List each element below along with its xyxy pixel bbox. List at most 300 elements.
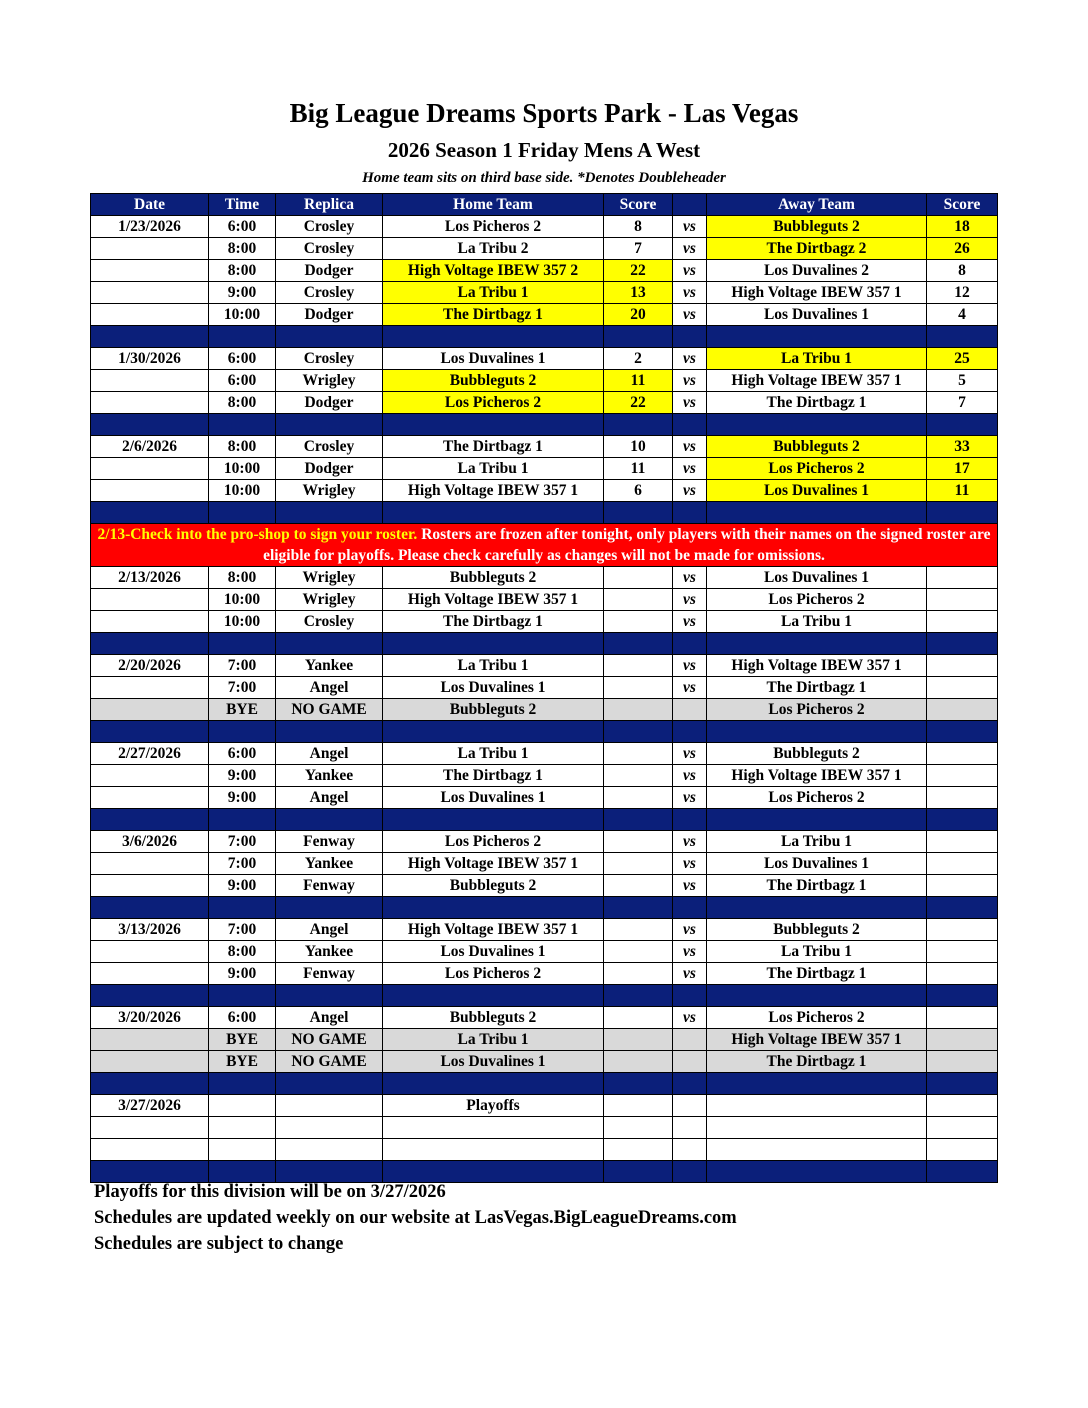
separator-cell: [707, 985, 927, 1007]
separator-cell: [707, 502, 927, 524]
vs-cell: vs: [673, 787, 707, 809]
away-team-cell: The Dirtbagz 1: [707, 963, 927, 985]
replica-cell: Yankee: [276, 941, 383, 963]
game-row: [91, 1117, 998, 1139]
away-score-cell: [927, 1095, 998, 1117]
time-cell: 6:00: [209, 348, 276, 370]
home-score-cell: [604, 567, 673, 589]
separator-cell: [927, 897, 998, 919]
game-row: [91, 677, 998, 699]
replica-cell: Fenway: [276, 875, 383, 897]
time-cell: 7:00: [209, 853, 276, 875]
replica-cell: NO GAME: [276, 699, 383, 721]
separator-cell: [209, 985, 276, 1007]
separator-cell: [276, 721, 383, 743]
roster-notice-row: [91, 524, 998, 567]
separator-cell: [91, 633, 209, 655]
separator-cell: [276, 1073, 383, 1095]
game-row: [91, 941, 998, 963]
away-score-cell: 18: [927, 216, 998, 238]
separator-cell: [383, 721, 604, 743]
time-cell: 8:00: [209, 941, 276, 963]
date-cell: [91, 1029, 209, 1051]
home-team-cell: Los Duvalines 1: [383, 348, 604, 370]
date-cell: 3/27/2026: [91, 1095, 209, 1117]
replica-cell: Crosley: [276, 436, 383, 458]
home-score-cell: [604, 1051, 673, 1073]
replica-cell: Crosley: [276, 238, 383, 260]
vs-cell: [673, 1139, 707, 1161]
home-team-cell: La Tribu 1: [383, 282, 604, 304]
away-team-cell: Bubbleguts 2: [707, 216, 927, 238]
away-team-cell: Los Picheros 2: [707, 458, 927, 480]
away-team-cell: Los Duvalines 2: [707, 260, 927, 282]
separator-cell: [383, 985, 604, 1007]
away-score-cell: [927, 611, 998, 633]
separator-cell: [707, 326, 927, 348]
date-cell: [91, 304, 209, 326]
game-row: [91, 787, 998, 809]
schedule-header-row: [91, 194, 998, 216]
game-row: [91, 589, 998, 611]
separator-cell: [707, 633, 927, 655]
home-score-cell: [604, 1029, 673, 1051]
date-cell: [91, 677, 209, 699]
time-cell: [209, 1117, 276, 1139]
vs-cell: vs: [673, 216, 707, 238]
game-row: [91, 655, 998, 677]
home-score-cell: [604, 941, 673, 963]
separator-cell: [673, 809, 707, 831]
home-team-cell: Playoffs: [383, 1095, 604, 1117]
date-cell: 2/27/2026: [91, 743, 209, 765]
separator-cell: [927, 721, 998, 743]
home-team-cell: High Voltage IBEW 357 1: [383, 919, 604, 941]
separator-cell: [276, 897, 383, 919]
replica-cell: NO GAME: [276, 1029, 383, 1051]
date-cell: [91, 1117, 209, 1139]
date-cell: 2/6/2026: [91, 436, 209, 458]
col-time-header: Time: [209, 194, 276, 216]
separator-cell: [209, 414, 276, 436]
home-score-cell: [604, 787, 673, 809]
separator-cell: [604, 721, 673, 743]
date-cell: 2/20/2026: [91, 655, 209, 677]
away-team-cell: [707, 1095, 927, 1117]
separator-cell: [91, 414, 209, 436]
separator-cell: [673, 502, 707, 524]
away-team-cell: Los Picheros 2: [707, 589, 927, 611]
home-score-cell: [604, 875, 673, 897]
col-home-score-header: Score: [604, 194, 673, 216]
time-cell: 6:00: [209, 743, 276, 765]
replica-cell: Angel: [276, 787, 383, 809]
separator-cell: [276, 809, 383, 831]
away-score-cell: [927, 1117, 998, 1139]
replica-cell: Angel: [276, 919, 383, 941]
away-score-cell: 7: [927, 392, 998, 414]
home-score-cell: [604, 1117, 673, 1139]
vs-cell: vs: [673, 853, 707, 875]
separator-cell: [276, 1161, 383, 1183]
vs-cell: vs: [673, 677, 707, 699]
schedule-table: [90, 193, 998, 1183]
away-score-cell: [927, 1051, 998, 1073]
home-score-cell: 13: [604, 282, 673, 304]
game-row: [91, 436, 998, 458]
away-team-cell: Bubbleguts 2: [707, 919, 927, 941]
separator-cell: [383, 809, 604, 831]
replica-cell: Wrigley: [276, 370, 383, 392]
col-date-header: Date: [91, 194, 209, 216]
separator-cell: [707, 897, 927, 919]
separator-cell: [383, 633, 604, 655]
away-score-cell: 11: [927, 480, 998, 502]
home-score-cell: 10: [604, 436, 673, 458]
separator-cell: [91, 1161, 209, 1183]
away-score-cell: [927, 941, 998, 963]
separator-cell: [383, 502, 604, 524]
time-cell: 8:00: [209, 567, 276, 589]
date-cell: 3/20/2026: [91, 1007, 209, 1029]
separator-cell: [673, 985, 707, 1007]
date-cell: [91, 853, 209, 875]
vs-cell: [673, 1117, 707, 1139]
home-team-cell: Bubbleguts 2: [383, 1007, 604, 1029]
away-team-cell: High Voltage IBEW 357 1: [707, 282, 927, 304]
replica-cell: Crosley: [276, 216, 383, 238]
date-cell: 3/13/2026: [91, 919, 209, 941]
replica-cell: Angel: [276, 743, 383, 765]
replica-cell: Yankee: [276, 765, 383, 787]
game-row: [91, 765, 998, 787]
home-team-cell: Los Duvalines 1: [383, 941, 604, 963]
home-team-cell: La Tribu 1: [383, 743, 604, 765]
home-team-cell: High Voltage IBEW 357 1: [383, 853, 604, 875]
vs-cell: vs: [673, 919, 707, 941]
game-row: [91, 853, 998, 875]
date-cell: [91, 611, 209, 633]
col-vs-header: [673, 194, 707, 216]
home-team-cell: High Voltage IBEW 357 2: [383, 260, 604, 282]
time-cell: 10:00: [209, 304, 276, 326]
schedule-body: [91, 216, 998, 1183]
date-cell: [91, 370, 209, 392]
week-separator-row: [91, 633, 998, 655]
footer-playoffs-note: Playoffs for this division will be on 3/27/2026: [94, 1182, 446, 1202]
separator-cell: [91, 1073, 209, 1095]
time-cell: 7:00: [209, 677, 276, 699]
week-separator-row: [91, 721, 998, 743]
separator-cell: [209, 1073, 276, 1095]
date-cell: [91, 787, 209, 809]
replica-cell: Angel: [276, 1007, 383, 1029]
separator-cell: [276, 502, 383, 524]
separator-cell: [604, 809, 673, 831]
separator-cell: [383, 1161, 604, 1183]
away-team-cell: Los Picheros 2: [707, 699, 927, 721]
separator-cell: [673, 633, 707, 655]
date-cell: [91, 963, 209, 985]
home-score-cell: 6: [604, 480, 673, 502]
home-team-cell: Los Duvalines 1: [383, 787, 604, 809]
home-score-cell: 20: [604, 304, 673, 326]
vs-cell: vs: [673, 392, 707, 414]
home-team-cell: Los Picheros 2: [383, 963, 604, 985]
game-row: [91, 260, 998, 282]
away-team-cell: High Voltage IBEW 357 1: [707, 370, 927, 392]
home-score-cell: [604, 831, 673, 853]
home-team-cell: La Tribu 1: [383, 1029, 604, 1051]
time-cell: 9:00: [209, 963, 276, 985]
time-cell: BYE: [209, 1029, 276, 1051]
date-cell: [91, 699, 209, 721]
replica-cell: Fenway: [276, 963, 383, 985]
replica-cell: Yankee: [276, 853, 383, 875]
separator-cell: [209, 1161, 276, 1183]
away-score-cell: [927, 875, 998, 897]
home-team-cell: Bubbleguts 2: [383, 875, 604, 897]
replica-cell: [276, 1095, 383, 1117]
separator-cell: [604, 1073, 673, 1095]
away-score-cell: [927, 699, 998, 721]
separator-cell: [209, 809, 276, 831]
game-row: [91, 1139, 998, 1161]
away-team-cell: High Voltage IBEW 357 1: [707, 765, 927, 787]
vs-cell: vs: [673, 831, 707, 853]
home-score-cell: [604, 1007, 673, 1029]
separator-cell: [604, 985, 673, 1007]
home-team-cell: The Dirtbagz 1: [383, 611, 604, 633]
vs-cell: vs: [673, 875, 707, 897]
home-score-cell: [604, 919, 673, 941]
date-cell: 1/30/2026: [91, 348, 209, 370]
away-team-cell: The Dirtbagz 1: [707, 1051, 927, 1073]
replica-cell: [276, 1139, 383, 1161]
home-score-cell: 8: [604, 216, 673, 238]
away-score-cell: [927, 963, 998, 985]
replica-cell: Wrigley: [276, 480, 383, 502]
vs-cell: vs: [673, 480, 707, 502]
home-score-cell: [604, 1095, 673, 1117]
time-cell: BYE: [209, 1051, 276, 1073]
home-team-cell: High Voltage IBEW 357 1: [383, 480, 604, 502]
col-replica-header: Replica: [276, 194, 383, 216]
col-home-team-header: Home Team: [383, 194, 604, 216]
vs-cell: vs: [673, 611, 707, 633]
away-score-cell: [927, 853, 998, 875]
separator-cell: [91, 326, 209, 348]
away-team-cell: The Dirtbagz 1: [707, 392, 927, 414]
vs-cell: vs: [673, 260, 707, 282]
time-cell: 9:00: [209, 765, 276, 787]
time-cell: 6:00: [209, 216, 276, 238]
away-team-cell: The Dirtbagz 1: [707, 677, 927, 699]
separator-cell: [673, 1161, 707, 1183]
vs-cell: [673, 699, 707, 721]
date-cell: [91, 392, 209, 414]
away-score-cell: [927, 831, 998, 853]
separator-cell: [707, 1073, 927, 1095]
time-cell: 6:00: [209, 1007, 276, 1029]
away-team-cell: Los Duvalines 1: [707, 567, 927, 589]
roster-notice: [91, 524, 998, 567]
time-cell: 7:00: [209, 655, 276, 677]
time-cell: BYE: [209, 699, 276, 721]
week-separator-row: [91, 897, 998, 919]
vs-cell: vs: [673, 567, 707, 589]
vs-cell: [673, 1095, 707, 1117]
separator-cell: [209, 897, 276, 919]
vs-cell: vs: [673, 589, 707, 611]
separator-cell: [209, 502, 276, 524]
date-cell: [91, 941, 209, 963]
time-cell: 10:00: [209, 480, 276, 502]
separator-cell: [276, 633, 383, 655]
home-score-cell: [604, 611, 673, 633]
bye-row: [91, 1029, 998, 1051]
date-cell: [91, 480, 209, 502]
separator-cell: [209, 633, 276, 655]
game-row: [91, 282, 998, 304]
separator-cell: [383, 1073, 604, 1095]
time-cell: 7:00: [209, 919, 276, 941]
date-cell: [91, 1139, 209, 1161]
week-separator-row: [91, 985, 998, 1007]
home-team-cell: La Tribu 1: [383, 458, 604, 480]
replica-cell: Fenway: [276, 831, 383, 853]
vs-cell: vs: [673, 1007, 707, 1029]
game-row: [91, 1007, 998, 1029]
away-score-cell: 4: [927, 304, 998, 326]
separator-cell: [209, 721, 276, 743]
roster-notice-text: Rosters are frozen after tonight, only players with their names on the signed roster are eligible for playoffs. Please check carefully as changes will not be made for omissions.: [263, 526, 991, 564]
game-row: [91, 216, 998, 238]
week-separator-row: [91, 414, 998, 436]
separator-cell: [927, 502, 998, 524]
home-team-cell: Bubbleguts 2: [383, 370, 604, 392]
separator-cell: [91, 502, 209, 524]
separator-cell: [604, 502, 673, 524]
time-cell: 9:00: [209, 875, 276, 897]
game-row: [91, 238, 998, 260]
away-score-cell: 26: [927, 238, 998, 260]
date-cell: [91, 765, 209, 787]
date-cell: [91, 458, 209, 480]
home-team-cell: Los Duvalines 1: [383, 677, 604, 699]
week-separator-row: [91, 1073, 998, 1095]
vs-cell: vs: [673, 238, 707, 260]
away-team-cell: [707, 1139, 927, 1161]
away-score-cell: [927, 589, 998, 611]
time-cell: [209, 1139, 276, 1161]
home-team-cell: [383, 1139, 604, 1161]
vs-cell: vs: [673, 765, 707, 787]
away-score-cell: 8: [927, 260, 998, 282]
page-title: Big League Dreams Sports Park - Las Vegas: [289, 98, 799, 128]
separator-cell: [927, 1073, 998, 1095]
home-score-cell: [604, 699, 673, 721]
home-score-cell: 22: [604, 260, 673, 282]
time-cell: 10:00: [209, 458, 276, 480]
home-score-cell: [604, 1139, 673, 1161]
home-team-cell: Los Duvalines 1: [383, 1051, 604, 1073]
away-team-cell: La Tribu 1: [707, 348, 927, 370]
game-row: [91, 348, 998, 370]
away-score-cell: 25: [927, 348, 998, 370]
vs-cell: vs: [673, 348, 707, 370]
home-team-cell: Los Picheros 2: [383, 216, 604, 238]
replica-cell: Dodger: [276, 304, 383, 326]
separator-cell: [276, 326, 383, 348]
footer-change-note: Schedules are subject to change: [94, 1234, 344, 1254]
game-row: [91, 304, 998, 326]
away-team-cell: Los Picheros 2: [707, 787, 927, 809]
vs-cell: vs: [673, 282, 707, 304]
home-team-cell: The Dirtbagz 1: [383, 765, 604, 787]
vs-cell: vs: [673, 655, 707, 677]
away-team-cell: The Dirtbagz 1: [707, 875, 927, 897]
away-score-cell: [927, 677, 998, 699]
game-row: [91, 919, 998, 941]
away-team-cell: Los Duvalines 1: [707, 853, 927, 875]
vs-cell: [673, 1029, 707, 1051]
replica-cell: Dodger: [276, 392, 383, 414]
bye-row: [91, 1051, 998, 1073]
home-team-cell: The Dirtbagz 1: [383, 436, 604, 458]
separator-cell: [927, 1161, 998, 1183]
game-row: [91, 831, 998, 853]
away-score-cell: [927, 787, 998, 809]
separator-cell: [707, 721, 927, 743]
home-score-cell: 2: [604, 348, 673, 370]
home-team-cell: Bubbleguts 2: [383, 567, 604, 589]
vs-cell: [673, 1051, 707, 1073]
replica-cell: Angel: [276, 677, 383, 699]
away-team-cell: Los Duvalines 1: [707, 304, 927, 326]
home-score-cell: 11: [604, 370, 673, 392]
separator-cell: [927, 414, 998, 436]
replica-cell: Yankee: [276, 655, 383, 677]
separator-cell: [604, 897, 673, 919]
home-score-cell: [604, 589, 673, 611]
separator-cell: [604, 326, 673, 348]
home-score-cell: 7: [604, 238, 673, 260]
time-cell: 8:00: [209, 260, 276, 282]
roster-notice-highlight: 2/13-Check into the pro-shop to sign your roster.: [97, 526, 418, 543]
separator-cell: [604, 1161, 673, 1183]
replica-cell: Crosley: [276, 282, 383, 304]
home-team-cell: Los Picheros 2: [383, 392, 604, 414]
away-score-cell: 12: [927, 282, 998, 304]
away-score-cell: [927, 919, 998, 941]
away-score-cell: [927, 1029, 998, 1051]
away-score-cell: 33: [927, 436, 998, 458]
away-team-cell: Bubbleguts 2: [707, 743, 927, 765]
vs-cell: vs: [673, 304, 707, 326]
separator-cell: [927, 985, 998, 1007]
vs-cell: vs: [673, 370, 707, 392]
game-row: [91, 875, 998, 897]
time-cell: 8:00: [209, 436, 276, 458]
replica-cell: Wrigley: [276, 567, 383, 589]
home-score-cell: [604, 765, 673, 787]
home-score-cell: [604, 963, 673, 985]
game-row: [91, 743, 998, 765]
home-team-cell: La Tribu 2: [383, 238, 604, 260]
game-row: [91, 611, 998, 633]
away-team-cell: The Dirtbagz 2: [707, 238, 927, 260]
